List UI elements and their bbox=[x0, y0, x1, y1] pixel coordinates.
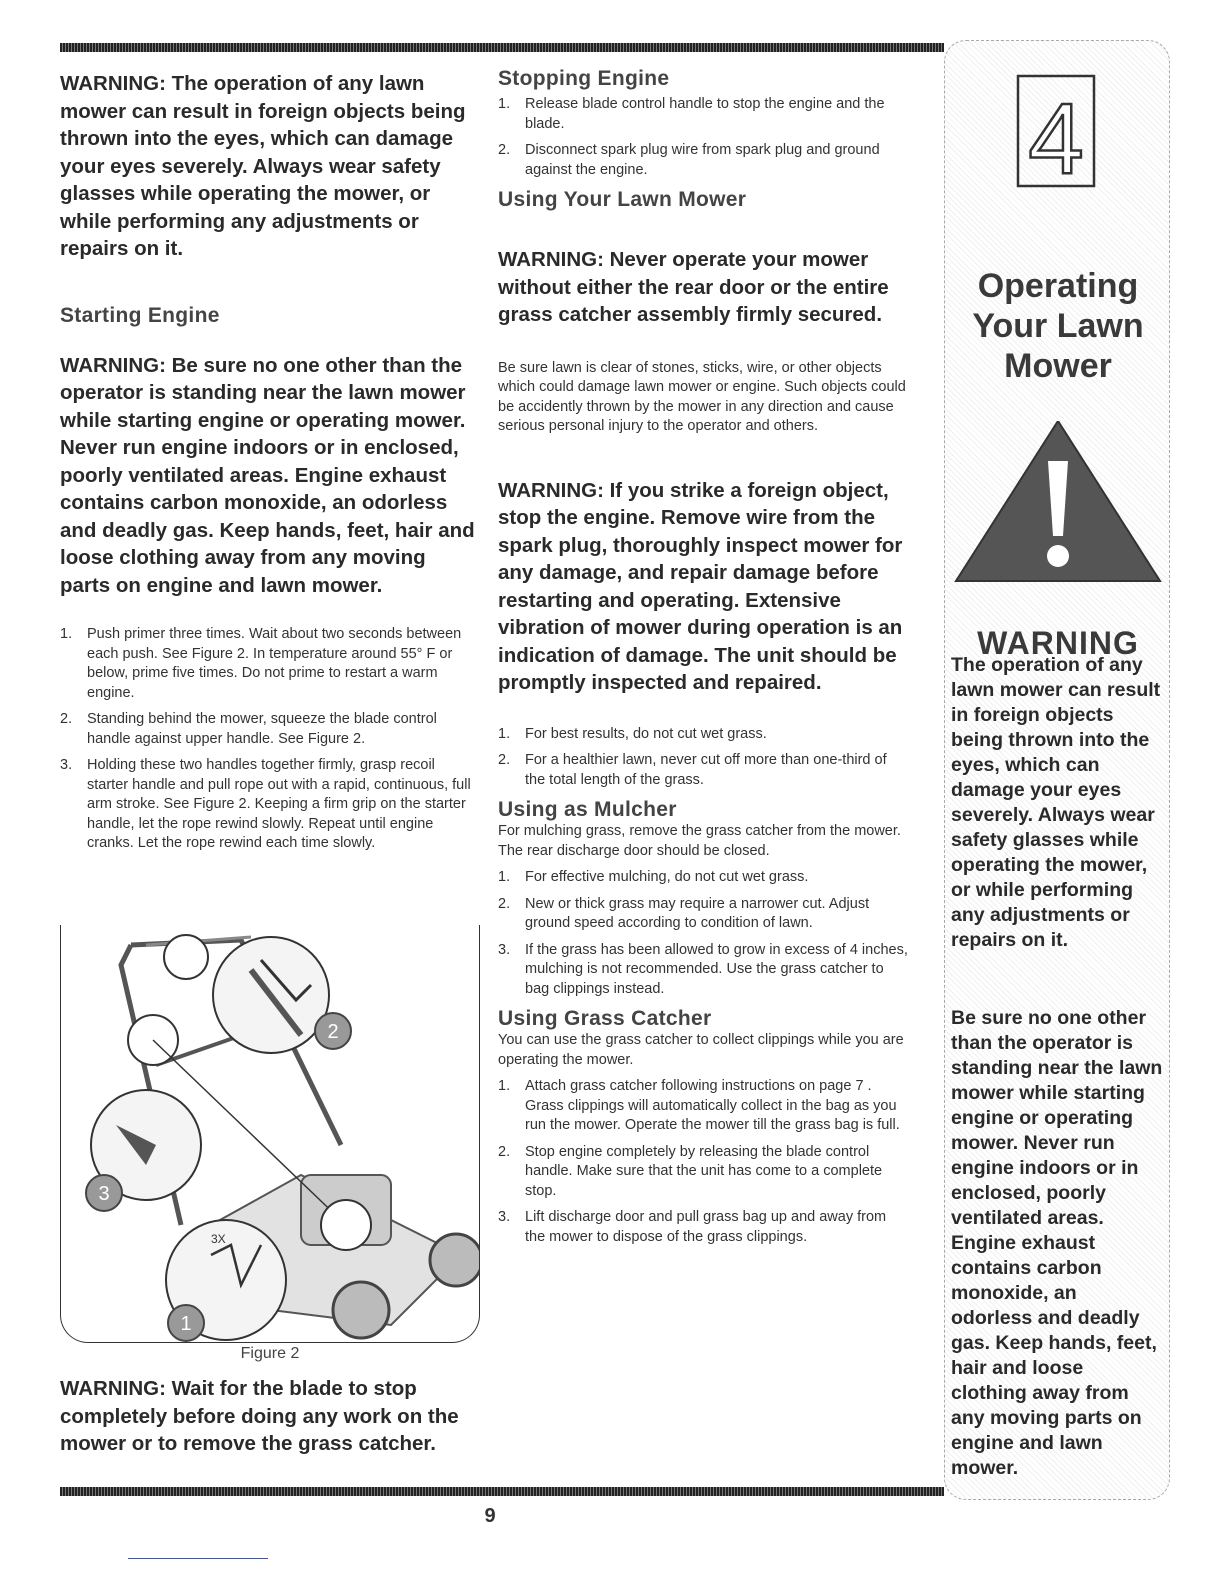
sidebar-warning-1: The operation of any lawn mower can result in foreign objects being thrown into the eyes, which can damage your eyes severely. Always wear safety glasses while operating the mower, or while performing any adjustments or repairs on it. bbox=[951, 654, 1161, 951]
mower-illustration bbox=[61, 925, 480, 1343]
stopping-engine-heading: Stopping Engine bbox=[498, 67, 670, 90]
list-item: 1. Attach grass catcher following instructions on page 7 . Grass clippings will automatically collect in the bag as you run the mower. Operate the mower till the grass bag is full. bbox=[498, 1078, 900, 1133]
chapter-number: 4 bbox=[1028, 83, 1084, 195]
grass-catcher-heading: Using Grass Catcher bbox=[498, 1007, 712, 1030]
left-column bbox=[60, 60, 478, 861]
link-underline bbox=[128, 1558, 268, 1559]
callout-1 bbox=[168, 1305, 204, 1341]
list-item: 2. New or thick grass may require a narrower cut. Adjust ground speed according to condition of lawn. bbox=[498, 895, 870, 931]
list-item: 1. For effective mulching, do not cut wet grass. bbox=[498, 869, 809, 885]
list-item: 2. Standing behind the mower, squeeze the blade control handle against upper handle. See Figure 2. bbox=[60, 711, 437, 747]
list-item: 3. Lift discharge door and pull grass bag up and away from the mower to dispose of the grass clippings. bbox=[498, 1209, 887, 1245]
grass-catcher-steps bbox=[498, 1077, 910, 1247]
starting-engine-heading: Starting Engine bbox=[60, 303, 220, 327]
chapter-number-badge bbox=[945, 41, 1171, 241]
figure-caption: Figure 2 bbox=[240, 1345, 300, 1362]
chapter-title: Operating Your Lawn Mower bbox=[972, 267, 1144, 385]
svg-text:3: 3 bbox=[98, 1183, 110, 1205]
rear-door-warning: WARNING: Never operate your mower without either the rear door or the entire grass catcher assembly firmly secured. bbox=[498, 248, 889, 326]
callout-2 bbox=[315, 1013, 351, 1049]
stopping-steps bbox=[498, 95, 910, 180]
list-item: 3. Holding these two handles together firmly, grasp recoil starter handle and pull rope out with a rapid, continuous, full arm stroke. See Figure 2. Keeping a firm grip on the starter handle, let the rope rewind slowly. Repeat until engine cranks. Let the rope rewind each time slowly. bbox=[60, 757, 471, 851]
list-item: 2. Disconnect spark plug wire from spark plug and ground against the engine. bbox=[498, 142, 880, 178]
svg-text:1: 1 bbox=[180, 1313, 192, 1335]
list-item: 1. For best results, do not cut wet grass. bbox=[498, 725, 767, 742]
mulcher-heading: Using as Mulcher bbox=[498, 798, 677, 821]
blade-stop-warning: WARNING: Wait for the blade to stop completely before doing any work on the mower or to remove the grass catcher. bbox=[60, 1377, 459, 1455]
mulcher-text: For mulching grass, remove the grass catcher from the mower. The rear discharge door should be closed. bbox=[498, 823, 901, 859]
middle-column bbox=[498, 66, 910, 1254]
prime-count-label: 3X bbox=[211, 1232, 226, 1246]
chapter-sidebar bbox=[944, 40, 1170, 1500]
list-item: 2. For a healthier lawn, never cut off more than one-third of the total length of the grass. bbox=[498, 752, 887, 788]
sidebar-warning-2: Be sure no one other than the operator is standing near the lawn mower while starting engine or operating mower. Never run engine indoors or in enclosed, poorly ventilated areas. Engine exhaust contains carbon monoxide, an odorless and deadly gas. Keep hands, feet, hair and loose clothing away from any moving parts on engine and lawn mower. bbox=[951, 1007, 1163, 1479]
bottom-rule bbox=[60, 1487, 944, 1496]
safety-glasses-warning: WARNING: The operation of any lawn mower can result in foreign objects being thrown into the eyes, which can damage your eyes severely. Always wear safety glasses while operating the mower, or while performing any adjustments or repairs on it. bbox=[60, 72, 466, 260]
callout-3 bbox=[86, 1175, 122, 1211]
list-item: 3. If the grass has been allowed to grow in excess of 4 inches, mulching is not recommended. Use the grass catcher to bag clippings instead. bbox=[498, 941, 908, 997]
list-item: 1. Release blade control handle to stop the engine and the blade. bbox=[498, 96, 885, 132]
warning-triangle-icon bbox=[945, 421, 1171, 591]
list-item: 2. Stop engine completely by releasing the blade control handle. Make sure that the unit has come to a complete stop. bbox=[498, 1143, 883, 1199]
figure-2 bbox=[60, 925, 480, 1343]
mulcher-steps bbox=[498, 868, 910, 999]
grass-catcher-text: You can use the grass catcher to collect clippings while you are operating the mower. bbox=[498, 1032, 904, 1068]
starting-steps bbox=[60, 625, 478, 854]
top-rule bbox=[60, 43, 944, 52]
warning-label: WARNING bbox=[977, 625, 1139, 661]
clear-lawn-text: Be sure lawn is clear of stones, sticks, wire, or other objects which could damage lawn mower or engine. Such objects could be accidently thrown by the mower in any direction and cause serious personal injury to the operator and others. bbox=[498, 359, 906, 434]
page-number: 9 bbox=[484, 1505, 496, 1527]
using-lawn-mower-heading: Using Your Lawn Mower bbox=[498, 188, 747, 211]
svg-text:2: 2 bbox=[327, 1021, 339, 1043]
using-steps bbox=[498, 725, 910, 791]
bystander-warning: WARNING: Be sure no one other than the operator is standing near the lawn mower while starting engine or operating mower. Never run engine indoors or in enclosed, poorly ventilated areas. Engine exhaust contains carbon monoxide, an odorless and deadly gas. Keep hands, feet, hair and loose clothing away from any moving parts on engine and lawn mower. bbox=[60, 353, 475, 597]
list-item: 1. Push primer three times. Wait about two seconds between each push. See Figure 2. In temperature around 55° F or below, prime five times. Do not prime to restart a warm engine. bbox=[60, 626, 462, 701]
foreign-object-warning: WARNING: If you strike a foreign object, stop the engine. Remove wire from the spark plug, thoroughly inspect mower for any damage, and repair damage before restarting and operating. Extensive vibration of mower during operation is an indication of damage. The unit should be promptly inspected and repaired. bbox=[498, 478, 903, 694]
